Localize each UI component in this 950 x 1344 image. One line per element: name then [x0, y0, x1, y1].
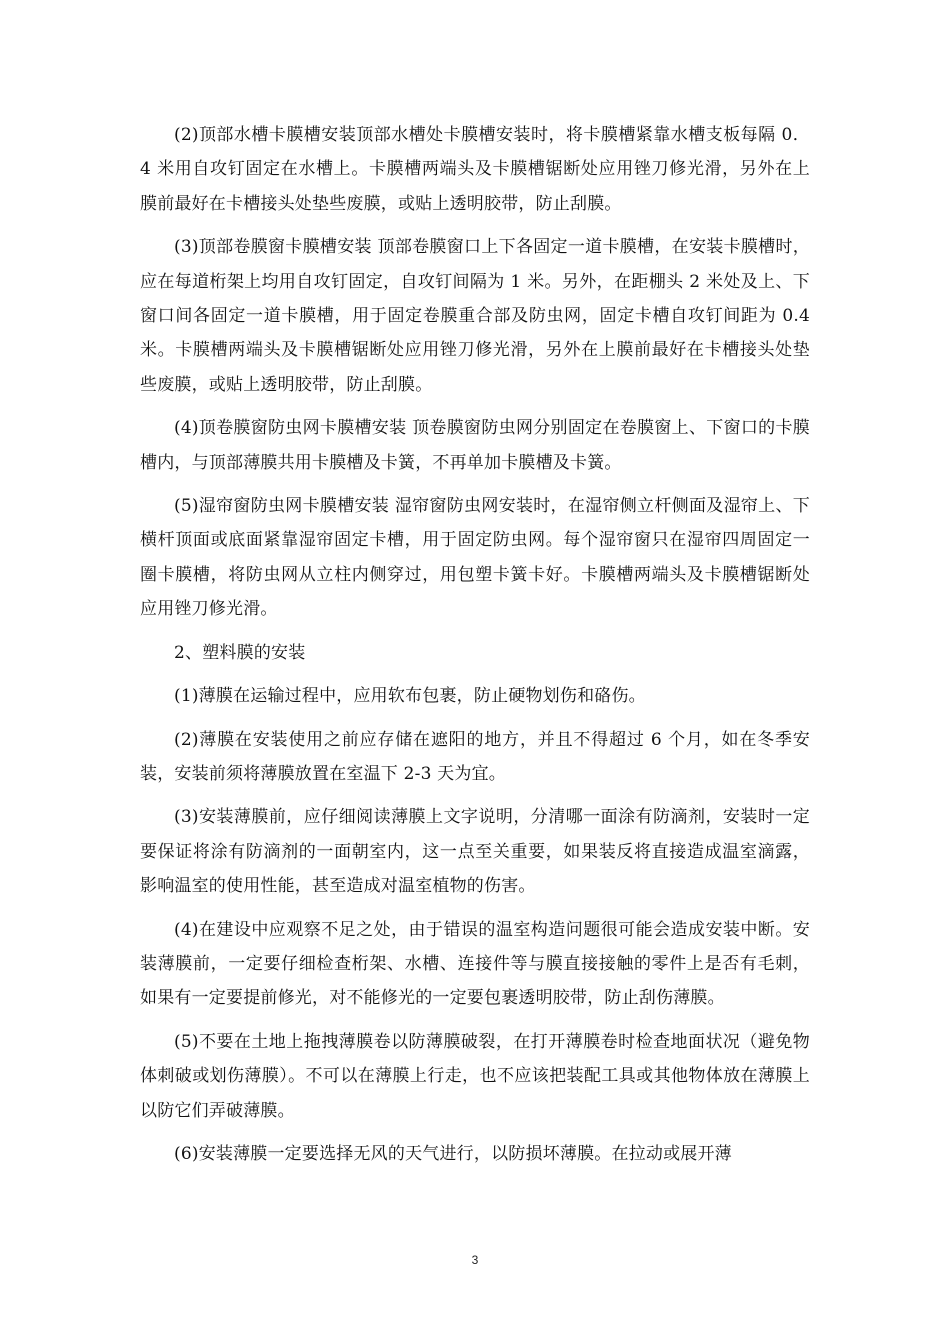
document-body — [140, 118, 810, 1180]
paragraph-film-transport: (1)薄膜在运输过程中，应用软布包裹，防止硬物划伤和硌伤。 — [174, 686, 646, 707]
paragraph-structure-inspection: (4)在建设中应观察不足之处，由于错误的温室构造问题很可能会造成安装中断。安装薄膜前，一定要仔细检查桁架、水槽、连接件等与膜直接接触的零件上是否有毛刺，如果有一定要提前修光，对不能修光的一定要包裹透明胶带，防止刮伤薄膜。 — [140, 919, 810, 1009]
section-heading-plastic-film: 2、塑料膜的安装 — [174, 642, 306, 663]
paragraph-roll-window-insect-net: (4)顶卷膜窗防虫网卡膜槽安装 顶卷膜窗防虫网分别固定在卷膜窗上、下窗口的卡膜槽内，与顶部薄膜共用卡膜槽及卡簧，不再单加卡膜槽及卡簧。 — [140, 418, 810, 473]
paragraph-film-handling: (5)不要在土地上拖拽薄膜卷以防薄膜破裂，在打开薄膜卷时检查地面状况（避免物体刺破或划伤薄膜）。不可以在薄膜上行走，也不应该把装配工具或其他物体放在薄膜上以防它们弄破薄膜。 — [140, 1031, 810, 1121]
paragraph-wet-curtain-insect-net: (5)湿帘窗防虫网卡膜槽安装 湿帘窗防虫网安装时，在湿帘侧立杆侧面及湿帘上、下横杆顶面或底面紧靠湿帘固定卡槽，用于固定防虫网。每个湿帘窗只在湿帘四周固定一圈卡膜槽，将防虫网从立柱内侧穿过，用包塑卡簧卡好。卡膜槽两端头及卡膜槽锯断处应用锉刀修光滑。 — [140, 496, 810, 620]
paragraph-roof-roll-window-channel: (3)顶部卷膜窗卡膜槽安装 顶部卷膜窗口上下各固定一道卡膜槽，在安装卡膜槽时，应在每道桁架上均用自攻钉固定，自攻钉间隔为 1 米。另外，在距棚头 2 米处及上、下窗口间各固定一道卡膜槽，用于固定卷膜重合部及防虫网，固定卡槽自攻钉间距为 0.4 米。卡膜槽两端头及卡膜槽锯断处应用锉刀修光滑，另外在上膜前最好在卡槽接头处垫些废膜，或贴上透明胶带，防止刮膜。 — [140, 237, 810, 395]
page-number: 3 — [471, 1253, 479, 1267]
paragraph-film-storage: (2)薄膜在安装使用之前应存储在遮阳的地方，并且不得超过 6 个月，如在冬季安装，安装前须将薄膜放置在室温下 2-3 天为宜。 — [140, 729, 810, 784]
paragraph-windless-weather: (6)安装薄膜一定要选择无风的天气进行，以防损坏薄膜。在拉动或展开薄 — [174, 1143, 732, 1164]
paragraph-anti-drip-side: (3)安装薄膜前，应仔细阅读薄膜上文字说明，分清哪一面涂有防滴剂，安装时一定要保证将涂有防滴剂的一面朝室内，这一点至关重要，如果装反将直接造成温室滴露，影响温室的使用性能，甚至造成对温室植物的伤害。 — [140, 807, 810, 897]
paragraph-roof-gutter-channel: (2)顶部水槽卡膜槽安装顶部水槽处卡膜槽安装时，将卡膜槽紧靠水槽支板每隔 0．4 米用自攻钉固定在水槽上。卡膜槽两端头及卡膜槽锯断处应用锉刀修光滑，另外在上膜前最好在卡槽接头处垫些废膜，或贴上透明胶带，防止刮膜。 — [140, 125, 810, 214]
